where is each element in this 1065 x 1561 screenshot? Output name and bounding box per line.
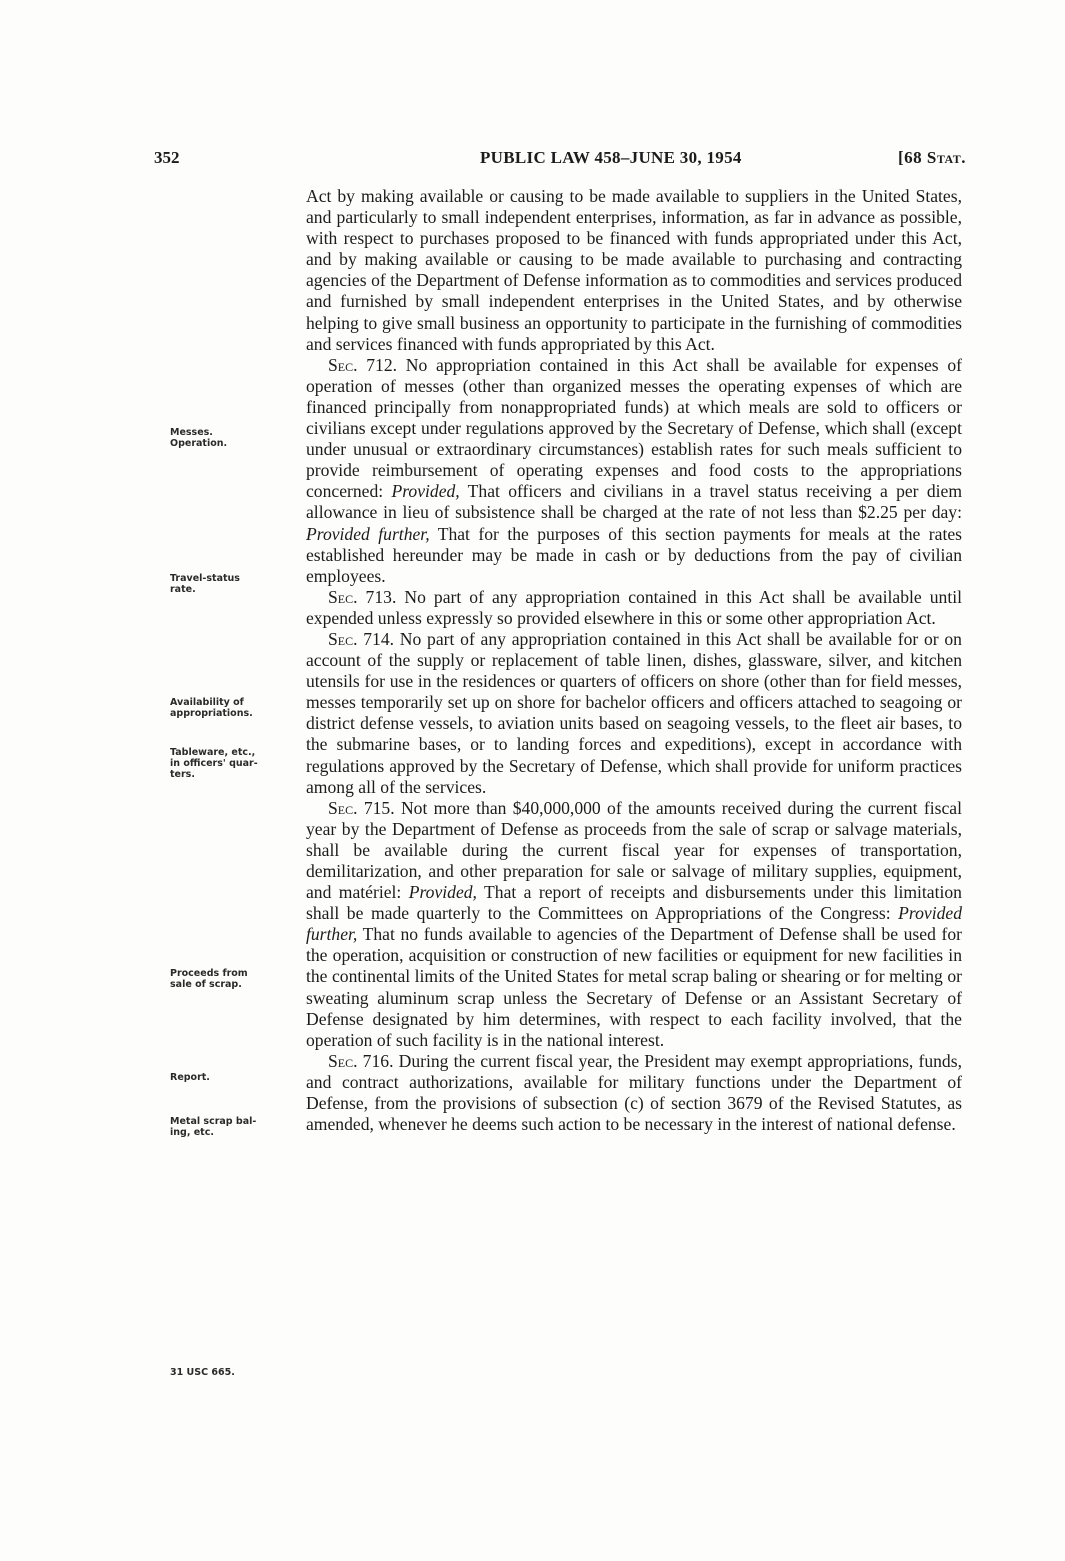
body-text xyxy=(306,186,962,1135)
section-label: Sec. 716. xyxy=(328,1050,394,1071)
margin-note-usc-citation xyxy=(170,1367,235,1378)
margin-note-line: 31 USC 665. xyxy=(170,1367,235,1378)
page-number: 352 xyxy=(154,148,180,167)
provided-clause: Provided, xyxy=(408,882,477,903)
section-text: During the current fiscal year, the President may exempt appropriations, funds, and contract authorizations, available for military functions under the Department of Defense, from the provisions of subsection (c) of section 3679 of the Revised Statutes, as amended, whenever he deems such action to be necessary in the interest of national defense. xyxy=(306,1050,962,1135)
margin-note-metal-scrap xyxy=(170,1116,256,1138)
margin-note-line: in officers' quar- xyxy=(170,758,258,769)
paragraph-text: Act by making available or causing to be made available to suppliers in the United States, and particularly to small independent enterprises, information, as far in advance as possible, with respect to purchases proposed to be financed with funds appropriated under this Act, and by making available or causing to be made available to purchasing and contracting agencies of the Department of Defense information as to commodities and services produced and furnished by small independent enterprises in the United States, and by otherwise helping to give small business an opportunity to participate in the furnishing of commodities and services financed with funds appropriated by this Act. xyxy=(306,186,962,354)
provided-further-clause: Provided further, xyxy=(306,523,430,544)
provided-clause: Provided, xyxy=(391,481,460,502)
margin-note-scrap-proceeds xyxy=(170,968,248,990)
margin-note-line: Report. xyxy=(170,1072,210,1083)
section-714 xyxy=(306,629,962,798)
margin-note-tableware xyxy=(170,747,258,780)
section-715 xyxy=(306,798,962,1051)
margin-note-line: sale of scrap. xyxy=(170,979,242,990)
margin-note-availability xyxy=(170,697,253,719)
running-title: PUBLIC LAW 458–JUNE 30, 1954 xyxy=(480,148,742,167)
section-text: That a report of receipts and disbursements under this limitation shall be made quarterly to the Committees on Appropriations of the Congress: xyxy=(306,882,962,924)
section-text: Not more than $40,000,000 of the amounts received during the current fiscal year by the Department of Defense as proceeds from the sale of scrap or salvage materials, shall be available during the current fiscal year for expenses of transportation, demilitarization, and other preparation for sale or salvage of military supplies, equipment, and matériel: xyxy=(306,797,962,903)
section-text: No appropriation contained in this Act shall be available for expenses of operation of messes (other than organized messes the operating expenses of which are financed principally from nonappropriated funds) at which meals are sold to officers or civilians except under regulations approved by the Secretary of Defense, which shall (except under unusual or extraordinary circumstances) establish rates for such meals sufficient to provide reimbursement of operating expenses and food costs to the appropriations concerned: xyxy=(306,354,962,502)
section-712 xyxy=(306,355,962,587)
margin-note-messes xyxy=(170,427,227,449)
margin-note-line: rate. xyxy=(170,584,196,595)
section-713 xyxy=(306,587,962,629)
margin-note-line: Tableware, etc., xyxy=(170,747,256,758)
section-label: Sec. 713. xyxy=(328,586,397,607)
provided-further-clause: Provided further, xyxy=(306,903,962,945)
section-716 xyxy=(306,1051,962,1135)
section-label: Sec. 715. xyxy=(328,797,395,818)
section-text: No part of any appropriation contained in this Act shall be available for or on account of the supply or replacement of table linen, dishes, glassware, silver, and kitchen utensils for use in the residences or quarters of officers on shore (other than for field messes, messes temporarily set up on shore for bachelor officers and officers attached to seagoing or district defense vessels, to aviation units based on seagoing vessels, to the fleet air bases, to the submarine bases, or to landing forces and expeditions), except in accordance with regulations approved by the Secretary of Defense, which shall provide for uniform practices among all of the services. xyxy=(306,628,962,797)
margin-note-report xyxy=(170,1072,210,1083)
section-text: No part of any appropriation contained in this Act shall be available until expended unless expressly so provided elsewhere in this or some other appropriation Act. xyxy=(306,586,962,628)
section-text: That no funds available to agencies of the Department of Defense shall be used for the operation, acquisition or construction of new facilities or equipment for new facilities in the continental limits of the United States for metal scrap baling or shearing or for melting or sweating aluminum scrap unless the Secretary of Defense or an Assistant Secretary of Defense designated by him determines, with respect to each facility involved, that the operation of such facility is in the national interest. xyxy=(306,924,962,1050)
margin-note-line: ters. xyxy=(170,769,195,780)
margin-note-line: Metal scrap bal- xyxy=(170,1116,257,1127)
page-header xyxy=(154,148,966,172)
margin-note-line: Operation. xyxy=(170,438,228,449)
statute-reference: [68 Stat. xyxy=(897,148,966,167)
paragraph-continuation xyxy=(306,186,962,355)
section-label: Sec. 714. xyxy=(328,628,395,649)
margin-note-line: ing, etc. xyxy=(170,1127,214,1138)
margin-note-line: Availability of xyxy=(170,697,244,708)
margin-note-line: Travel-status xyxy=(170,573,240,584)
margin-note-travel-status xyxy=(170,573,240,595)
margin-note-line: Messes. xyxy=(170,427,213,438)
margin-note-line: appropriations. xyxy=(170,708,253,719)
section-text: That for the purposes of this section payments for meals at the rates established hereunder may be made in cash or by deductions from the pay of civilian employees. xyxy=(306,523,962,586)
section-text: That officers and civilians in a travel status receiving a per diem allowance in lieu of subsistence shall be charged at the rate of not less than $2.25 per day: xyxy=(306,481,962,523)
section-label: Sec. 712. xyxy=(328,354,398,375)
margin-note-line: Proceeds from xyxy=(170,968,248,979)
